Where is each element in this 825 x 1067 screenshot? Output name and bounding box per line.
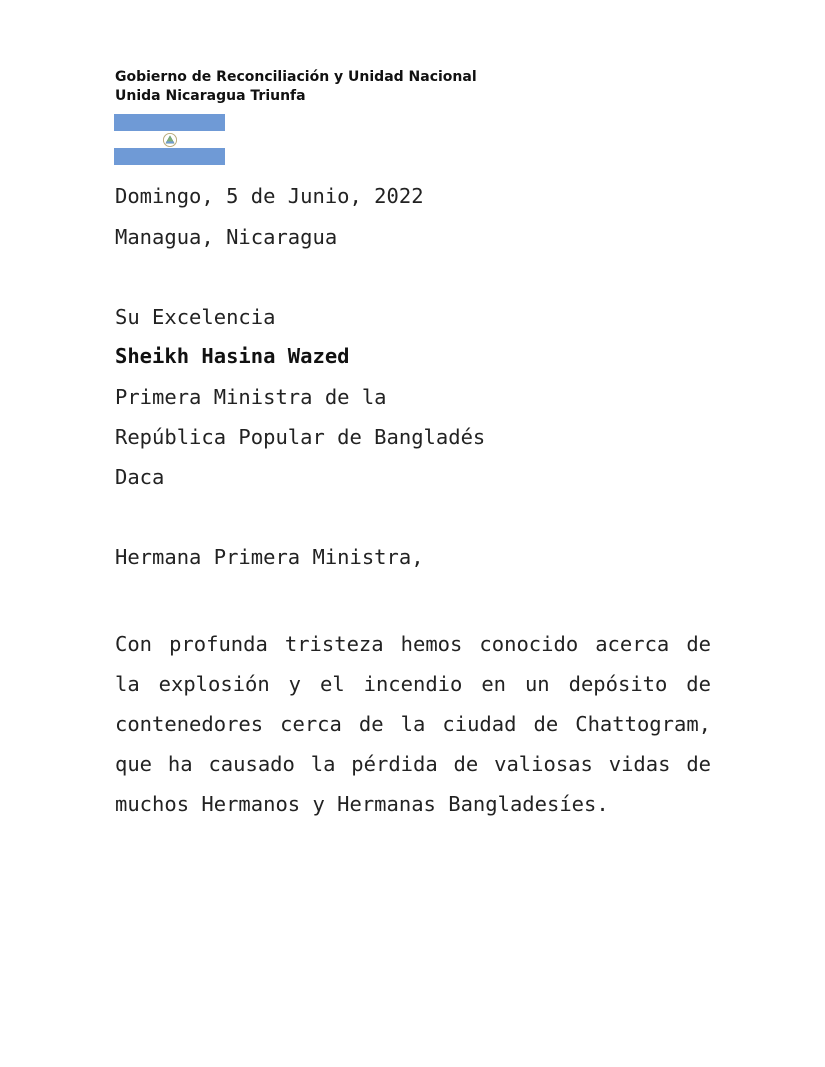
flag-bottom-stripe <box>114 148 225 165</box>
letterhead <box>115 68 477 106</box>
letter-body-paragraph: Con profunda tristeza hemos conocido acerca de la explosión y el incendio en un depósito de contenedores cerca de la ciudad de Chattogram, que ha causado la pérdida de valiosas vidas de muchos Hermanos y Hermanas Bangladesíes. <box>115 632 711 816</box>
recipient-title: Su Excelencia <box>115 305 276 329</box>
letter-greeting: Hermana Primera Ministra, <box>115 545 424 569</box>
nicaragua-coat-of-arms-icon <box>162 132 177 147</box>
letter-date: Domingo, 5 de Junio, 2022 <box>115 184 424 208</box>
letter-place: Managua, Nicaragua <box>115 225 338 249</box>
recipient-position-line2: República Popular de Bangladés <box>115 425 486 449</box>
recipient-name: Sheikh Hasina Wazed <box>115 344 350 368</box>
nicaragua-flag <box>114 114 225 165</box>
recipient-city: Daca <box>115 465 165 489</box>
recipient-position-line1: Primera Ministra de la <box>115 385 387 409</box>
flag-middle-stripe <box>114 131 225 148</box>
letterhead-government-name: Gobierno de Reconciliación y Unidad Nacional <box>115 69 477 85</box>
flag-top-stripe <box>114 114 225 131</box>
letterhead-slogan: Unida Nicaragua Triunfa <box>115 88 306 104</box>
